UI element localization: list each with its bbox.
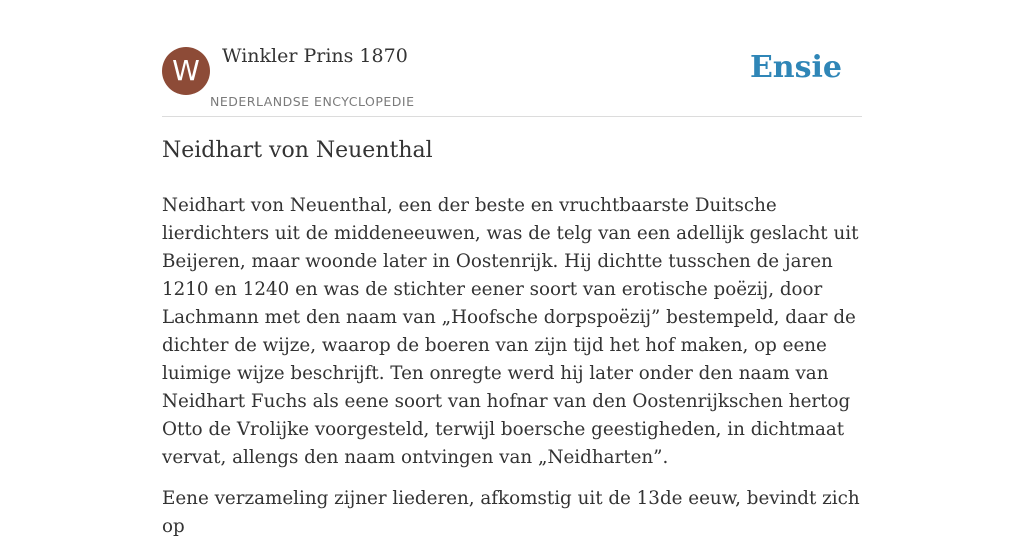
source-title[interactable]: Winkler Prins 1870 [222, 45, 408, 67]
brand-logo[interactable]: Ensie [749, 50, 842, 85]
source-avatar[interactable]: W [162, 47, 210, 95]
page [162, 0, 862, 537]
source-subtitle: NEDERLANDSE ENCYCLOPEDIE [210, 94, 415, 109]
article-paragraph: Neidhart von Neuenthal, een der beste en vruchtbaarste Duitsche lierdichters uit de middeneeuwen, was de telg van een adellijk geslacht uit Beijeren, maar woonde later in Oostenrijk. Hij dichtte tusschen de jaren 1210 en 1240 en was de stichter eener soort van erotische poëzij, door Lachmann met den naam van „Hoofsche dorpspoëzij” bestempeld, daar de dichter de wijze, waarop de boeren van zijn tijd het hof maken, op eene luimige wijze beschrijft. Ten onregte werd hij later onder den naam van Neidhart Fuchs als eene soort van hofnar van den Oostenrijkschen hertog Otto de Vrolijke voorgesteld, terwijl boersche geestigheden, in dichtmaat vervat, allengs den naam ontvingen van „Neidharten”. [162, 195, 859, 468]
article-title: Neidhart von Neuenthal [162, 138, 433, 163]
article-body [162, 192, 872, 554]
header [162, 0, 862, 117]
article-paragraph: Eene verzameling zijner liederen, afkomstig uit de 13de eeuw, bevindt zich op [162, 488, 860, 537]
